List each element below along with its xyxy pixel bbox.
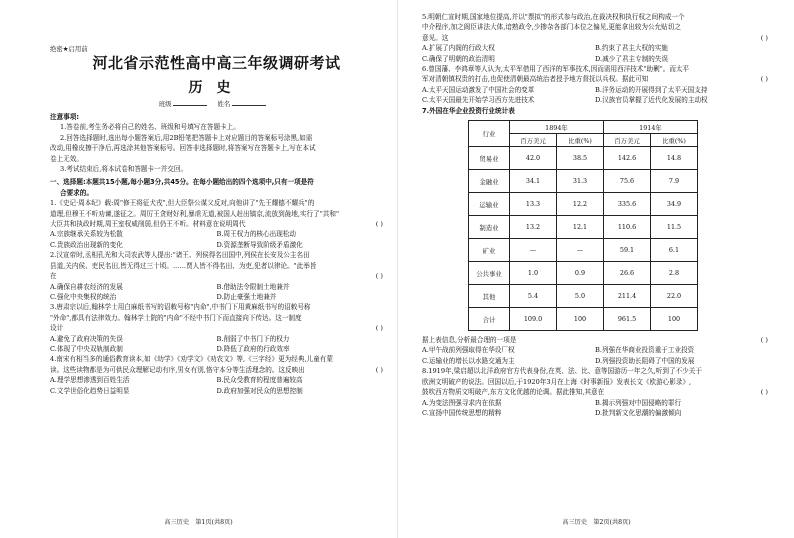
note-line: 1.答卷前,考生务必将自己的姓名、班级和号填写在答题卡上。: [60, 123, 240, 132]
table-header-unit: 比重(%): [651, 134, 698, 147]
page-footer: 高三历史 第2页(共8页): [562, 518, 631, 526]
q6-options: [422, 85, 768, 95]
q5-stem: 中介程序,加之阁臣讲法大体,谙熟政令,少掺杂各部门本位之偏见,更能拿出较为公允贴切之: [422, 23, 681, 32]
table-cell: 12.1: [557, 216, 604, 239]
table-cell: 运输业: [469, 193, 510, 216]
q4-options: [50, 386, 383, 396]
option-a: A.避免了政府决策的失误: [50, 334, 123, 343]
class-label: 班级: [158, 100, 172, 108]
q2-options: [50, 282, 383, 292]
table-cell: 38.5: [557, 147, 604, 170]
q8-stem: 鼓吹西方物质文明破产,东方文化优越的论调。据此推知,其意在 ( ): [422, 388, 768, 397]
option-c: C.体现了中央双轨制政制: [50, 344, 123, 353]
q7-stem: 据上表信息,分析最合理的一项是 ( ): [422, 336, 768, 345]
section-heading: 一、选择题:本题共15小题,每小题3分,共45分。在每小题给出的四个选项中,只有一项是符: [50, 178, 314, 187]
q5-options: [422, 43, 768, 53]
page-footer: 高三历史 第1页(共8页): [164, 518, 233, 526]
table-cell: 335.6: [604, 193, 651, 216]
note-line: 3.考试结束后,将本试卷和答题卡一并交回。: [60, 165, 188, 174]
q3-stem: 3.唐肃宗以后,翰林学士用白麻纸书写的诏敕号称"内命",中书门下用黄麻纸书写的诏敕号称: [50, 303, 311, 312]
table-cell: 2.8: [651, 262, 698, 285]
option-c: C.强化中央集权的统治: [50, 292, 117, 301]
table-cell: —: [510, 239, 557, 262]
table-header-year: 1914年: [604, 121, 698, 134]
option-a: A.确保自耕农经济的发展: [50, 282, 123, 291]
option-a: A.甲午战前列强取得在华设厂权: [422, 346, 515, 355]
student-info-fields: [50, 99, 383, 108]
table-cell: 34.1: [510, 170, 557, 193]
option-b: B.约束了君主大权的实施: [595, 44, 668, 53]
answer-paren: ( ): [760, 33, 768, 42]
option-c: C.确保了明朝的政治清明: [422, 54, 495, 63]
secret-mark: 绝密★启用前: [50, 45, 88, 54]
table-cell: 矿业: [469, 239, 510, 262]
page-2: [397, 0, 794, 538]
option-c: C.文学世俗化趋势日益明显: [50, 386, 130, 395]
table-cell: 贸易业: [469, 147, 510, 170]
q4-stem: 4.南宋有相当多的通俗教育读本,如《幼学》《劝学文》《劝农文》等,《三字经》更为经典,儿童有蒙: [50, 355, 333, 364]
table-cell: 6.1: [651, 239, 698, 262]
table-cell: 13.2: [510, 216, 557, 239]
table-cell: —: [557, 239, 604, 262]
q8-options: [422, 408, 768, 418]
table-row: [469, 308, 698, 331]
option-b: B.列强在华商业投资重于工业投资: [595, 346, 695, 355]
note-line: 2.回答选择题时,选出每小题答案后,用2B铅笔把答题卡上对应题目的答案标号涂黑,如需: [60, 133, 313, 142]
table-cell: 110.6: [604, 216, 651, 239]
table-cell: 34.9: [651, 193, 698, 216]
q1-stem: 1.《史记·周本纪》载:周"修王将征犬戎",但大臣祭公谋父反对,向他讲了"先王耀德不耀兵"的: [50, 199, 315, 208]
q1-options: [50, 229, 383, 239]
answer-paren: ( ): [760, 75, 768, 84]
option-b: B.洋务运动的开展得到了太平天国支持: [595, 85, 708, 94]
q3-stem: "外命",都具有法律效力。翰林学士院的"内命"不经中书门下而直接向下传达。这一制度: [50, 313, 302, 322]
note-line: 卷上无效。: [50, 154, 83, 163]
table-cell: 0.9: [557, 262, 604, 285]
class-blank: [173, 99, 207, 106]
investment-table: [468, 120, 698, 331]
q2-stem: 2.汉宣帝时,丞相孔光和大司农武等人提出:"诸王、列侯得名田国中,列侯在长安及公主名田: [50, 251, 310, 260]
option-d: D.批判新文化思潮的偏激倾向: [595, 408, 682, 417]
option-a: A.为变法图强寻求内在依据: [422, 398, 502, 407]
q2-stem: 在 ( ): [50, 272, 383, 281]
q3-options: [50, 334, 383, 344]
option-d: D.降低了政府的行政效率: [216, 344, 290, 353]
answer-paren: ( ): [375, 365, 383, 374]
q8-stem: 8.1919年,梁启超以北洋政府官方代表身份,在英、法、比、意等国游历一年之久,听到了不少关于: [422, 367, 702, 376]
answer-paren: ( ): [760, 388, 768, 397]
table-cell: 26.6: [604, 262, 651, 285]
table-cell: 13.3: [510, 193, 557, 216]
subject-title: 历史: [188, 80, 245, 96]
q8-options: [422, 398, 768, 408]
table-cell: 5.0: [557, 285, 604, 308]
q6-stem: 6.曾国藩、李鸿章等人认为,太平军借用了西洋的军事技术,因而需用西洋技术"助剿"。而太平: [422, 65, 690, 74]
option-a: A.宗族继承关系较为松散: [50, 230, 123, 239]
table-row: [469, 193, 698, 216]
option-a: A.太平天国运动激发了中国社会的变革: [422, 85, 535, 94]
q6-options: [422, 95, 768, 105]
q3-stem: 设计 ( ): [50, 324, 383, 333]
table-row: [469, 285, 698, 308]
table-row: [469, 170, 698, 193]
option-d: D.防止豪强土地兼并: [216, 292, 277, 301]
note-line: 改动,用橡皮擦干净后,再选涂其他答案标号。回答非选择题时,将答案写在答题卡上,写在本试: [50, 144, 316, 153]
table-cell: 31.3: [557, 170, 604, 193]
q2-options: [50, 292, 383, 302]
table-header-year: 1894年: [510, 121, 604, 134]
option-d: D.汉族官员掌握了近代化发展的主动权: [595, 96, 708, 105]
table-cell: 100: [557, 308, 604, 331]
answer-paren: ( ): [375, 324, 383, 333]
q4-stem: 读。这些读物都是为可供民众理解记动有序,男女有别,恪守本分等生活理念的。这反映出 ( ): [50, 365, 383, 374]
table-header-industry: 行业: [469, 121, 510, 147]
table-cell: 961.5: [604, 308, 651, 331]
table-cell: 22.0: [651, 285, 698, 308]
table-cell: 11.5: [651, 216, 698, 239]
option-b: B.借助法令限制土地兼并: [216, 282, 290, 291]
table-cell: 7.9: [651, 170, 698, 193]
q7-options: [422, 345, 768, 355]
table-cell: 109.0: [510, 308, 557, 331]
table-cell: 其他: [469, 285, 510, 308]
q4-options: [50, 375, 383, 385]
option-c: C.太平天国最先开始学习西方先进技术: [422, 96, 535, 105]
option-b: B.削弱了中书门下的权力: [216, 334, 290, 343]
option-a: A.扩展了内阁的行政大权: [422, 44, 495, 53]
table-row: [469, 239, 698, 262]
answer-paren: ( ): [760, 336, 768, 345]
q2-stem: 县道,关内侯、吏民名田,皆无得过三十顷。……贾人皆不得名田、为吏,犯者以律论。"此举旨: [50, 261, 317, 270]
option-c: C.宣扬中国传统思想的精粹: [422, 408, 502, 417]
table-cell: 142.6: [604, 147, 651, 170]
option-c: C.贵族政治出现新的变化: [50, 240, 123, 249]
q8-stem: 欧洲文明破产的说法。回国以后,于1920年3月在上海《时事新报》发表长文《欧游心影录》,: [422, 377, 692, 386]
q1-options: [50, 240, 383, 250]
q1-stem: 大臣共和执政时期,周王室权威削弱,但仍王不听。材料意在说明周代 ( ): [50, 220, 383, 229]
notes-title: 注意事项:: [50, 113, 80, 121]
table-cell: 金融业: [469, 170, 510, 193]
table-cell: 42.0: [510, 147, 557, 170]
option-d: D.资源垄断导致阶级矛盾激化: [216, 240, 303, 249]
table-cell: 14.8: [651, 147, 698, 170]
table-cell: 合计: [469, 308, 510, 331]
table-row: [469, 262, 698, 285]
table-header-unit: 百万美元: [604, 134, 651, 147]
option-c: C.运输业的增长以水路交通为主: [422, 356, 515, 365]
table-cell: 1.0: [510, 262, 557, 285]
table-cell: 5.4: [510, 285, 557, 308]
q5-options: [422, 54, 768, 64]
option-d: D.列强投资助长阻碍了中国的发展: [595, 356, 695, 365]
option-d: D.政府加强对民众的思想控制: [216, 386, 303, 395]
answer-paren: ( ): [375, 272, 383, 281]
table-header-unit: 百万美元: [510, 134, 557, 147]
q7-title: 7.外国在华企业投资行业统计表: [422, 106, 515, 115]
table-row: [469, 147, 698, 170]
name-blank: [232, 99, 266, 106]
section-heading-cont: 合要求的。: [60, 188, 93, 197]
option-b: B.民众受教育的程度普遍较高: [216, 376, 303, 385]
table-cell: 59.1: [604, 239, 651, 262]
table-cell: 211.4: [604, 285, 651, 308]
name-label: 姓名: [217, 100, 231, 108]
option-b: B.揭示列强对中国侵略的罪行: [595, 398, 682, 407]
option-b: B.周王权力的核心出现松动: [216, 230, 296, 239]
table-header-unit: 比重(%): [557, 134, 604, 147]
option-a: A.理学思想渗透到百姓生活: [50, 376, 130, 385]
answer-paren: ( ): [375, 220, 383, 229]
table-row: [469, 216, 698, 239]
option-d: D.减少了君主专制的失误: [595, 54, 669, 63]
table-cell: 100: [651, 308, 698, 331]
q6-stem: 军对清朝镇权贵的打击,也促使清朝最高统治者授予地方督抚以兵权。据此可知 ( ): [422, 75, 768, 84]
q3-options: [50, 344, 383, 354]
table-cell: 公共事业: [469, 262, 510, 285]
q5-stem: 5.明朝仁宣时期,国家地位提高,并以"票拟"的形式参与政治,在裁决权和执行权之间构成一个: [422, 13, 685, 21]
exam-title: 河北省示范性高中高三年级调研考试: [92, 54, 341, 72]
table-cell: 75.6: [604, 170, 651, 193]
q5-stem: 意见。这 ( ): [422, 33, 768, 42]
table-cell: 制造业: [469, 216, 510, 239]
q1-stem: 道理,但穆王不听劝谏,遂征之。周厉王贪财好利,暴虐无道,被国人赶出镐京,流放到彘地,实行了"共和": [50, 209, 339, 218]
q7-options: [422, 356, 768, 366]
table-cell: 12.2: [557, 193, 604, 216]
